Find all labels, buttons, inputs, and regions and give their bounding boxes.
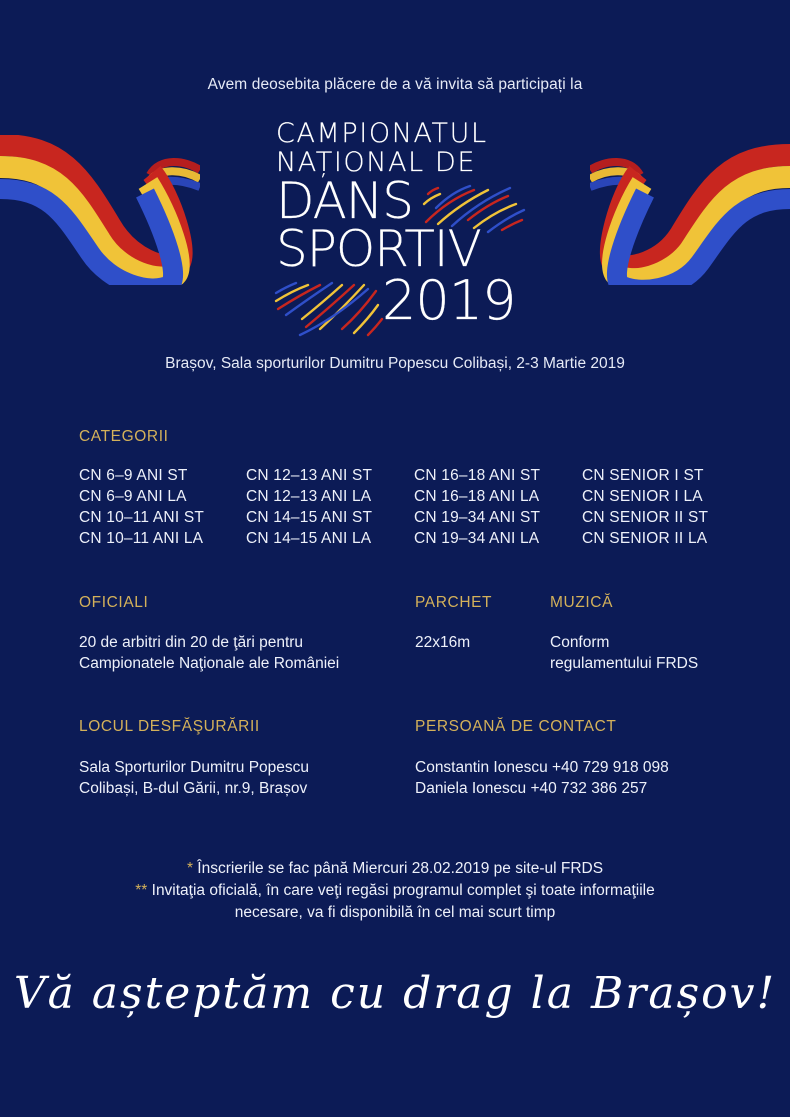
category-item: CN 6–9 ANI ST <box>79 467 188 484</box>
music-heading: MUZICĂ <box>550 594 614 611</box>
footnotes <box>0 858 790 924</box>
category-item: CN SENIOR II LA <box>582 530 708 547</box>
location-line: Colibași, B-dul Gării, nr.9, Brașov <box>79 780 308 797</box>
category-item: CN SENIOR I ST <box>582 467 704 484</box>
dance-streaks-bottom-icon <box>272 277 384 337</box>
asterisk-mark: * <box>186 860 193 877</box>
music-line: regulamentului FRDS <box>550 655 699 672</box>
category-item: CN 14–15 ANI ST <box>246 509 373 526</box>
location-line: Sala Sporturilor Dumitru Popescu <box>79 759 310 776</box>
category-item: CN 14–15 ANI LA <box>246 530 372 547</box>
footnote-1: * Înscrierile se fac până Miercuri 28.02.2019 pe site-ul FRDS <box>186 860 604 877</box>
location-text <box>79 757 309 799</box>
flag-ribbon-right-icon <box>590 135 790 285</box>
floor-size: 22x16m <box>415 634 471 651</box>
category-item: CN 19–34 ANI LA <box>414 530 540 547</box>
category-item: CN SENIOR II ST <box>582 509 709 526</box>
intro-text: Avem deosebita plăcere de a vă invita să participați la <box>207 76 583 93</box>
categories-column-1 <box>79 465 204 549</box>
categories-heading: CATEGORII <box>79 428 169 445</box>
flag-ribbon-left-icon <box>0 135 200 285</box>
championship-logo <box>270 112 530 337</box>
officials-text <box>79 632 339 674</box>
category-item: CN 19–34 ANI ST <box>414 509 541 526</box>
officials-line: 20 de arbitri din 20 de ţări pentru <box>79 634 304 651</box>
categories-column-3 <box>414 465 540 549</box>
category-item: CN 16–18 ANI ST <box>414 467 541 484</box>
logo-line-5: 2019 <box>382 269 516 332</box>
event-venue-date: Brașov, Sala sporturilor Dumitru Popescu Colibași, 2-3 Martie 2019 <box>165 355 625 372</box>
closing-message: Vă așteptăm cu drag la Brașov! <box>13 968 777 1019</box>
logo-line-2: NAȚIONAL DE <box>276 147 477 178</box>
categories-column-2 <box>246 465 372 549</box>
categories-column-4 <box>582 465 708 549</box>
music-line: Conform <box>550 634 610 651</box>
contact-heading: PERSOANĂ DE CONTACT <box>415 718 617 735</box>
contact-line: Daniela Ionescu +40 732 386 257 <box>415 780 648 797</box>
category-item: CN 16–18 ANI LA <box>414 488 540 505</box>
category-item: CN 10–11 ANI ST <box>79 509 205 526</box>
footnote-2: ** Invitaţia oficială, în care veţi regăsi programul complet şi toate informaţiile <box>135 882 655 899</box>
floor-heading: PARCHET <box>415 594 493 611</box>
contact-line: Constantin Ionescu +40 729 918 098 <box>415 759 669 776</box>
double-asterisk-mark: ** <box>135 882 148 899</box>
contact-text <box>415 757 669 799</box>
footnote-2-continued: necesare, va fi disponibilă în cel mai scurt timp <box>234 904 556 921</box>
category-item: CN 12–13 ANI LA <box>246 488 372 505</box>
category-item: CN 6–9 ANI LA <box>79 488 187 505</box>
logo-line-1: CAMPIONATUL <box>276 118 488 149</box>
music-text <box>550 632 698 674</box>
officials-heading: OFICIALI <box>79 594 149 611</box>
category-item: CN 12–13 ANI ST <box>246 467 373 484</box>
category-item: CN SENIOR I LA <box>582 488 703 505</box>
officials-line: Campionatele Naţionale ale României <box>79 655 340 672</box>
dance-streaks-top-icon <box>418 182 528 242</box>
category-item: CN 10–11 ANI LA <box>79 530 204 547</box>
logo-line-3: DANS <box>276 172 413 230</box>
location-heading: LOCUL DESFĂŞURĂRII <box>79 718 260 735</box>
logo-line-4: SPORTIV <box>276 220 481 278</box>
